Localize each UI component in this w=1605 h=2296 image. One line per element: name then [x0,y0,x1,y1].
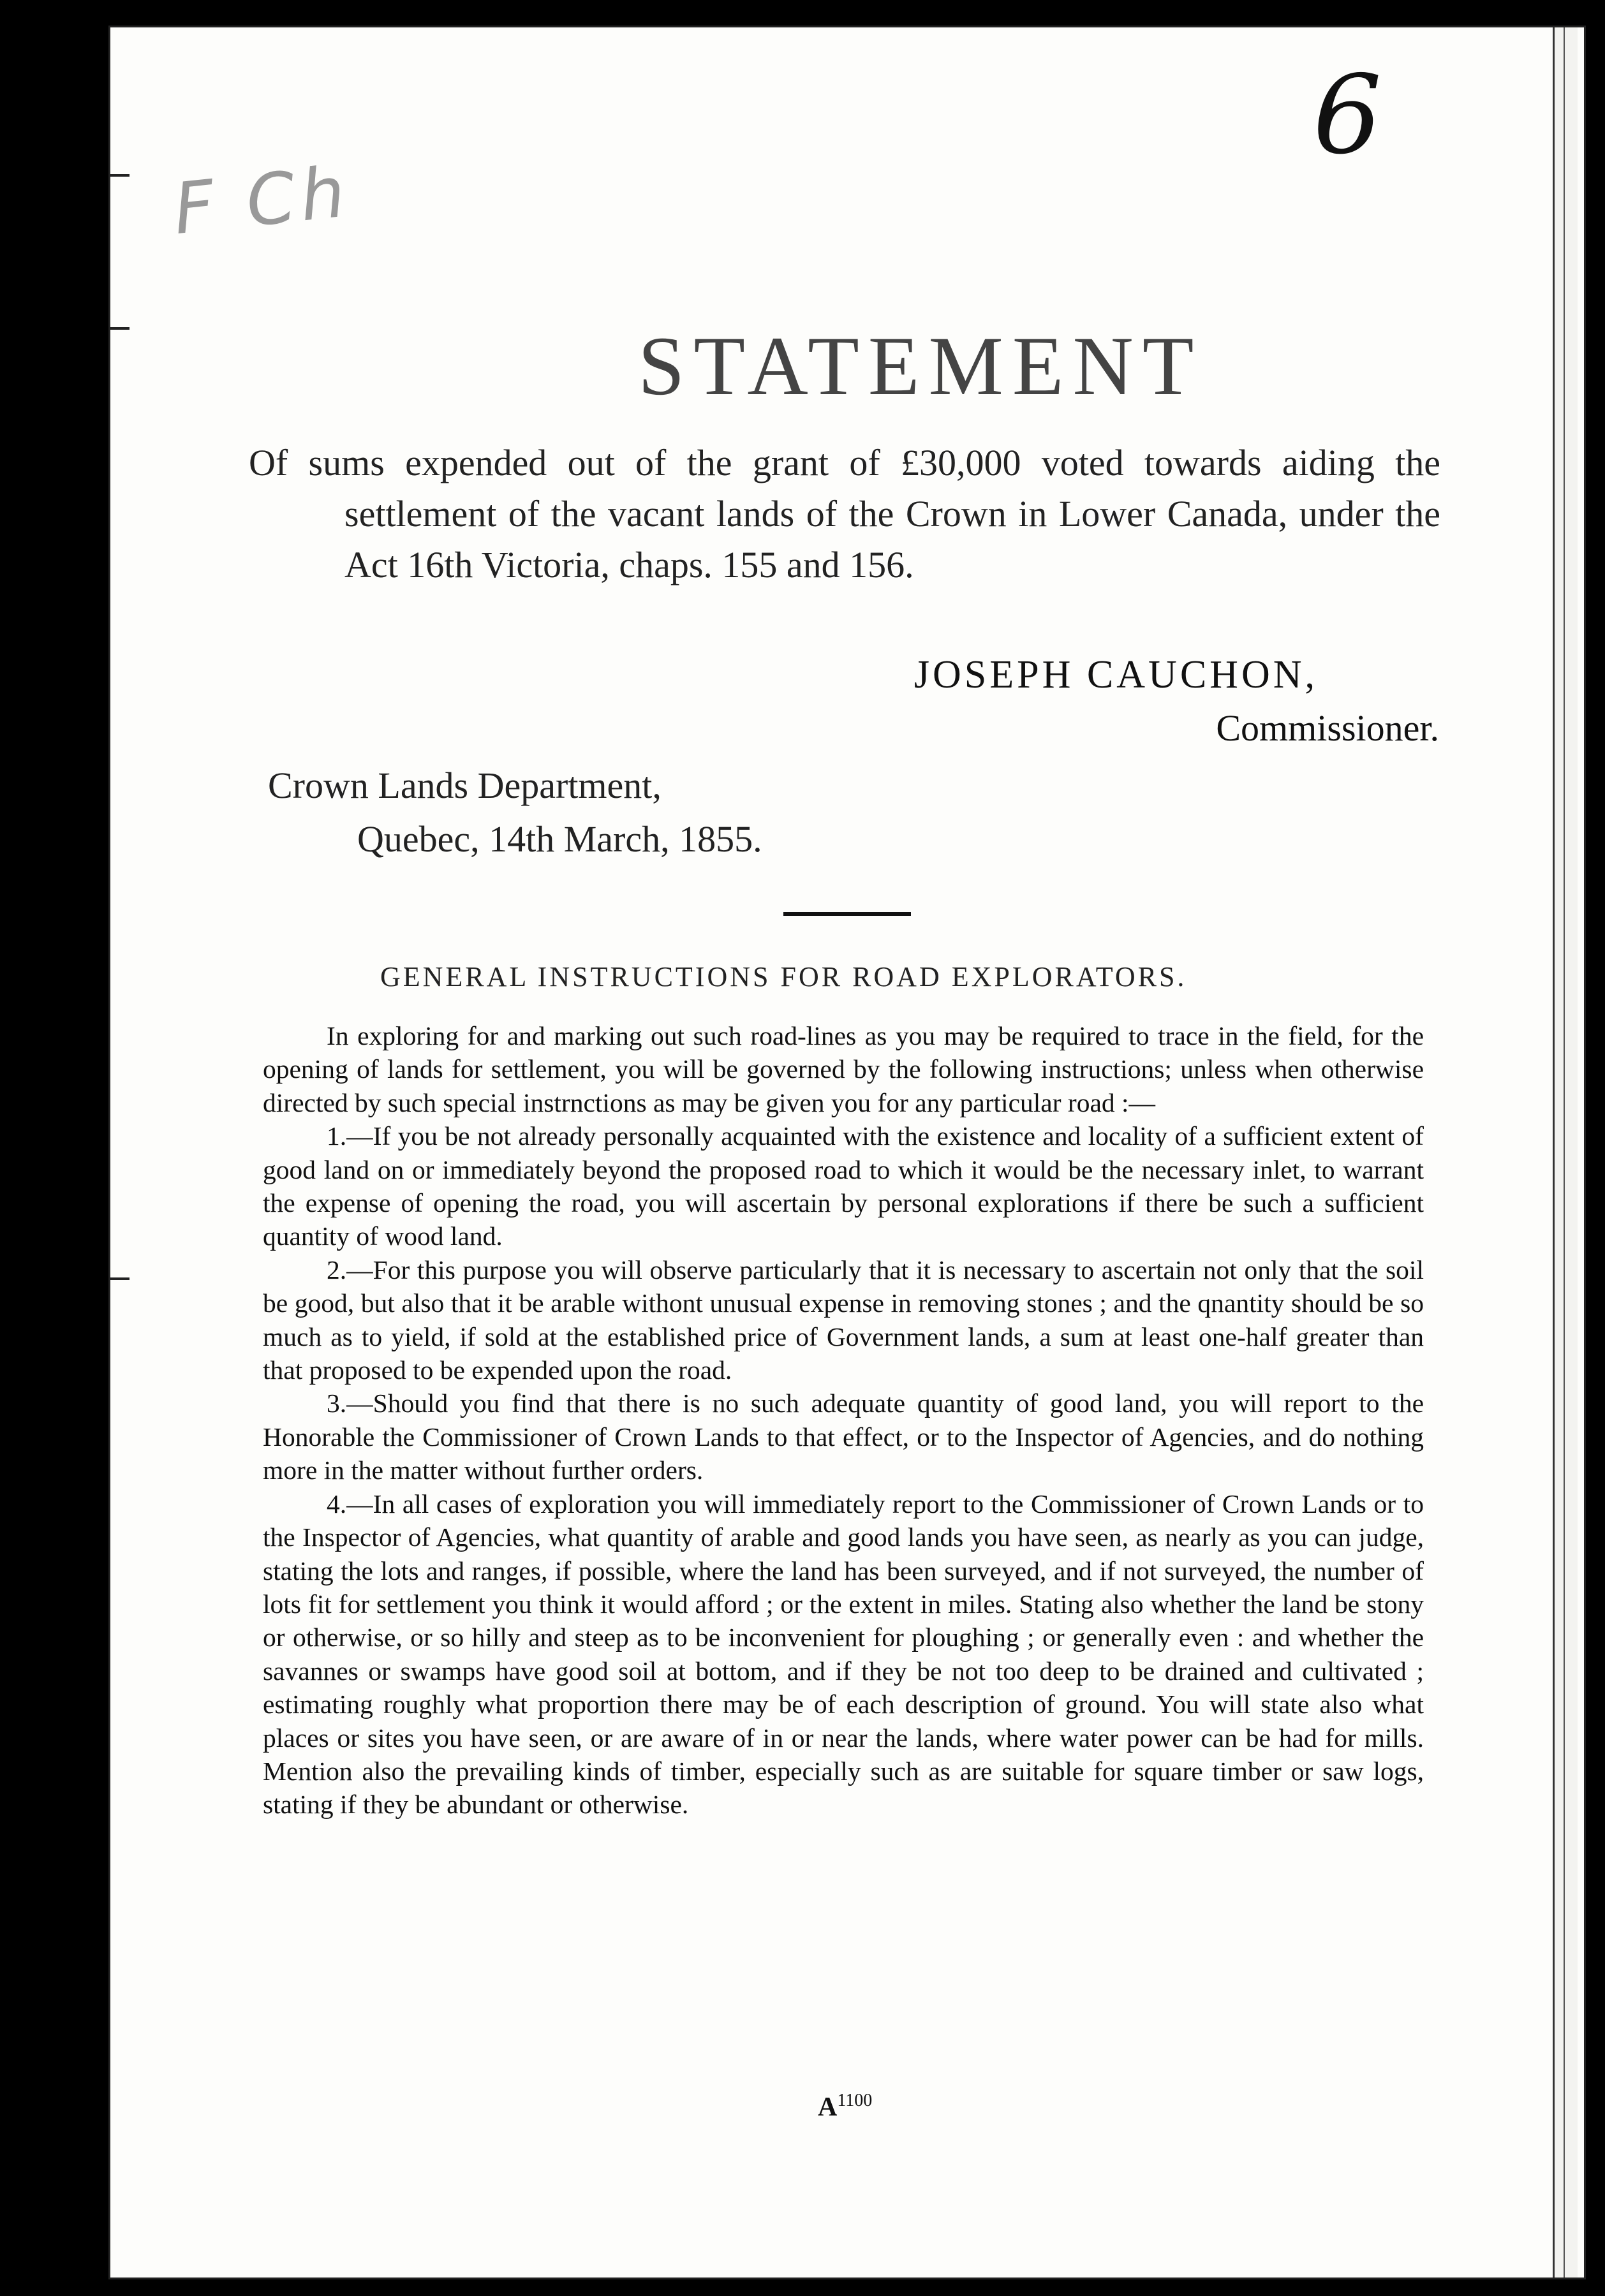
binding-mark [110,174,129,177]
binding-mark [110,327,129,330]
department-block [268,759,762,866]
instructions-body [263,1019,1424,1821]
signature-letter: A [818,2093,838,2122]
section-divider [783,912,911,916]
binding-mark [110,1277,129,1280]
instruction-paragraph: 3.—Should you find that there is no such adequate quantity of good land, you will report to the Honorable the Commissioner of Crown Lands to that effect, or to the Inspector of Agencies, and do nothing more in the matter without further orders. [263,1388,1424,1485]
handwritten-margin-note: F Ch [170,150,354,251]
instruction-paragraph: 2.—For this purpose you will observe particularly that it is necessary to ascertain not only that the soil be good, but also that it be arable withont unusual expense in removing stones ; and the qnantity should be so much as to yield, if sold at the established price of Government lands, a sum at least one-half greater than that proposed to be expended upon the road. [263,1255,1424,1385]
document-title: STATEMENT [638,319,1203,413]
instruction-paragraph: 4.—In all cases of exploration you will immediately report to the Commissioner of Crown Lands or to the Inspector of Agencies, what quantity of arable and good lands you have seen, as nearly as you can judge, stating the lots and ranges, if possible, where the land has been surveyed, and if not surveyed, the number of lots fit for settlement you think it would afford ; or the extent in miles. Stating also whether the land be stony or otherwise, or so hilly and steep as to be inconvenient for ploughing ; or generally even : and whether the savannes or swamps have good soil at bottom, and if they be not too deep to be drained and cultivated ; estimating roughly what proportion there may be of each description of ground. You will state also what places or sites you have seen, or are aware of in or near the lands, where water power can be had for mills. Mention also the prevailing kinds of timber, especially such as are suitable for square timber or saw logs, stating if they be abundant or otherwise. [263,1489,1424,1820]
place-and-date: Quebec, 14th March, 1855. [357,818,762,860]
signature-number: 1100 [837,2091,873,2110]
signer-name: JOSEPH CAUCHON, [913,653,1318,696]
signer-role: Commissioner. [1216,707,1439,749]
department-name: Crown Lands Department, [268,765,662,806]
section-heading: GENERAL INSTRUCTIONS FOR ROAD EXPLORATORS. [380,961,1187,992]
signature-block [914,648,1439,755]
document-subtitle: Of sums expended out of the grant of £30,000 voted towards aiding the settlement of the vacant lands of the Crown in Lower Canada, under the Act 16th Victoria, chaps. 155 and 156. [249,442,1440,585]
printer-signature-mark [818,2091,872,2123]
page-number: 6 [1313,52,1382,179]
instructions-intro: In exploring for and marking out such road-lines as you may be required to trace in the field, for the opening of lands for settlement, you will be governed by the following instructions; unless when otherwise directed by such special instrnctions as may be given you for any particular road :— [263,1021,1424,1117]
page-edge [1564,27,1578,2278]
instruction-paragraph: 1.—If you be not already personally acquainted with the existence and locality of a sufficient extent of good land on or immediately beyond the proposed road to which it would be the necessary inlet, to warrant the expense of opening the road, you will ascertain by personal explorations if there be such a sufficient quantity of wood land. [263,1121,1424,1251]
